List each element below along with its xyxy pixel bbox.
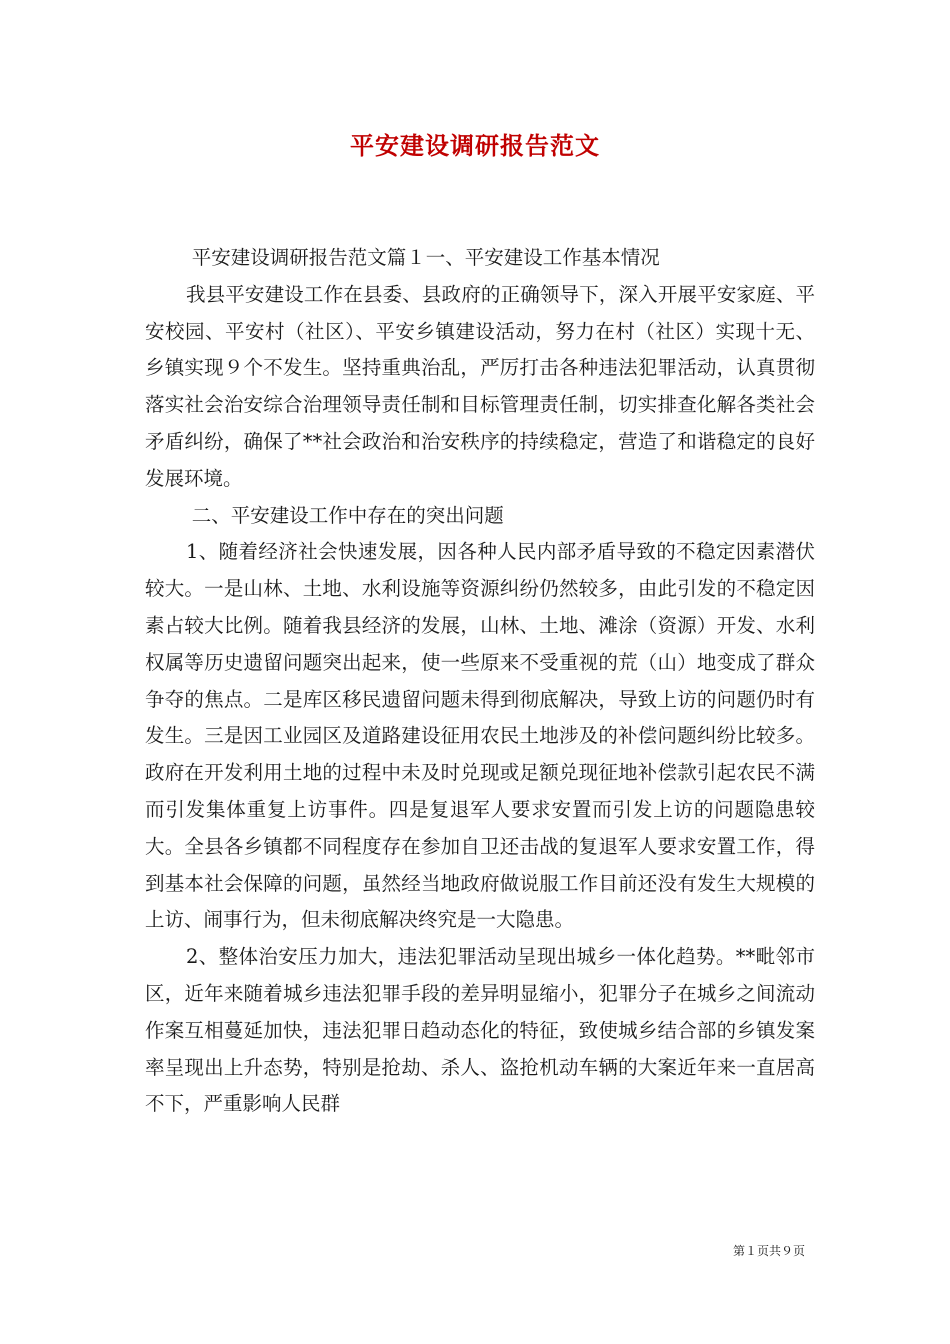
paragraph-problem-1: 1、随着经济社会快速发展，因各种人民内部矛盾导致的不稳定因素潜伏较大。一是山林、土地、水利设施等资源纠纷仍然较多，由此引发的不稳定因素占较大比例。随着我县经济的发展，山林、土地、滩涂（资源）开发、水利权属等历史遗留问题突出起来，使一些原来不受重视的荒（山）地变成了群众争夺的焦点。二是库区移民遗留问题未得到彻底解决，导致上访的问题仍时有发生。三是因工业园区及道路建设征用农民土地涉及的补偿问题纠纷比较多。政府在开发利用土地的过程中未及时兑现或足额兑现征地补偿款引起农民不满而引发集体重复上访事件。四是复退军人要求安置而引发上访的问题隐患较大。全县各乡镇都不同程度存在参加自卫还击战的复退军人要求安置工作，得到基本社会保障的问题，虽然经当地政府做说服工作目前还没有发生大规模的上访、闹事行为，但未彻底解决终究是一大隐患。 <box>145 540 815 932</box>
paragraph-problem-2: 2、整体治安压力加大，违法犯罪活动呈现出城乡一体化趋势。**毗邻市区，近年来随着城乡违法犯罪手段的差异明显缩小，犯罪分子在城乡之间流动作案互相蔓延加快，违法犯罪日趋动态化的特征，致使城乡结合部的乡镇发案率呈现出上升态势，特别是抢劫、杀人、盗抢机动车辆的大案近年来一直居高不下，严重影响人民群 <box>145 945 815 1116</box>
section-heading-problems: 二、平安建设工作中存在的突出问题 <box>191 503 504 527</box>
page-number: 第１页共９页 <box>732 1244 805 1258</box>
document-body <box>145 240 815 1123</box>
paragraph-basic-situation: 我县平安建设工作在县委、县政府的正确领导下，深入开展平安家庭、平安校园、平安村（社区）、平安乡镇建设活动，努力在村（社区）实现十无、乡镇实现９个不发生。坚持重典治乱，严厉打击各种违法犯罪活动，认真贯彻落实社会治安综合治理领导责任制和目标管理责任制，切实排查化解各类社会矛盾纠纷，确保了**社会政治和治安秩序的持续稳定，营造了和谐稳定的良好发展环境。 <box>145 282 815 490</box>
document-title: 平安建设调研报告范文 <box>350 131 600 160</box>
section-heading-intro: 平安建设调研报告范文篇１一、平安建设工作基本情况 <box>191 246 660 269</box>
